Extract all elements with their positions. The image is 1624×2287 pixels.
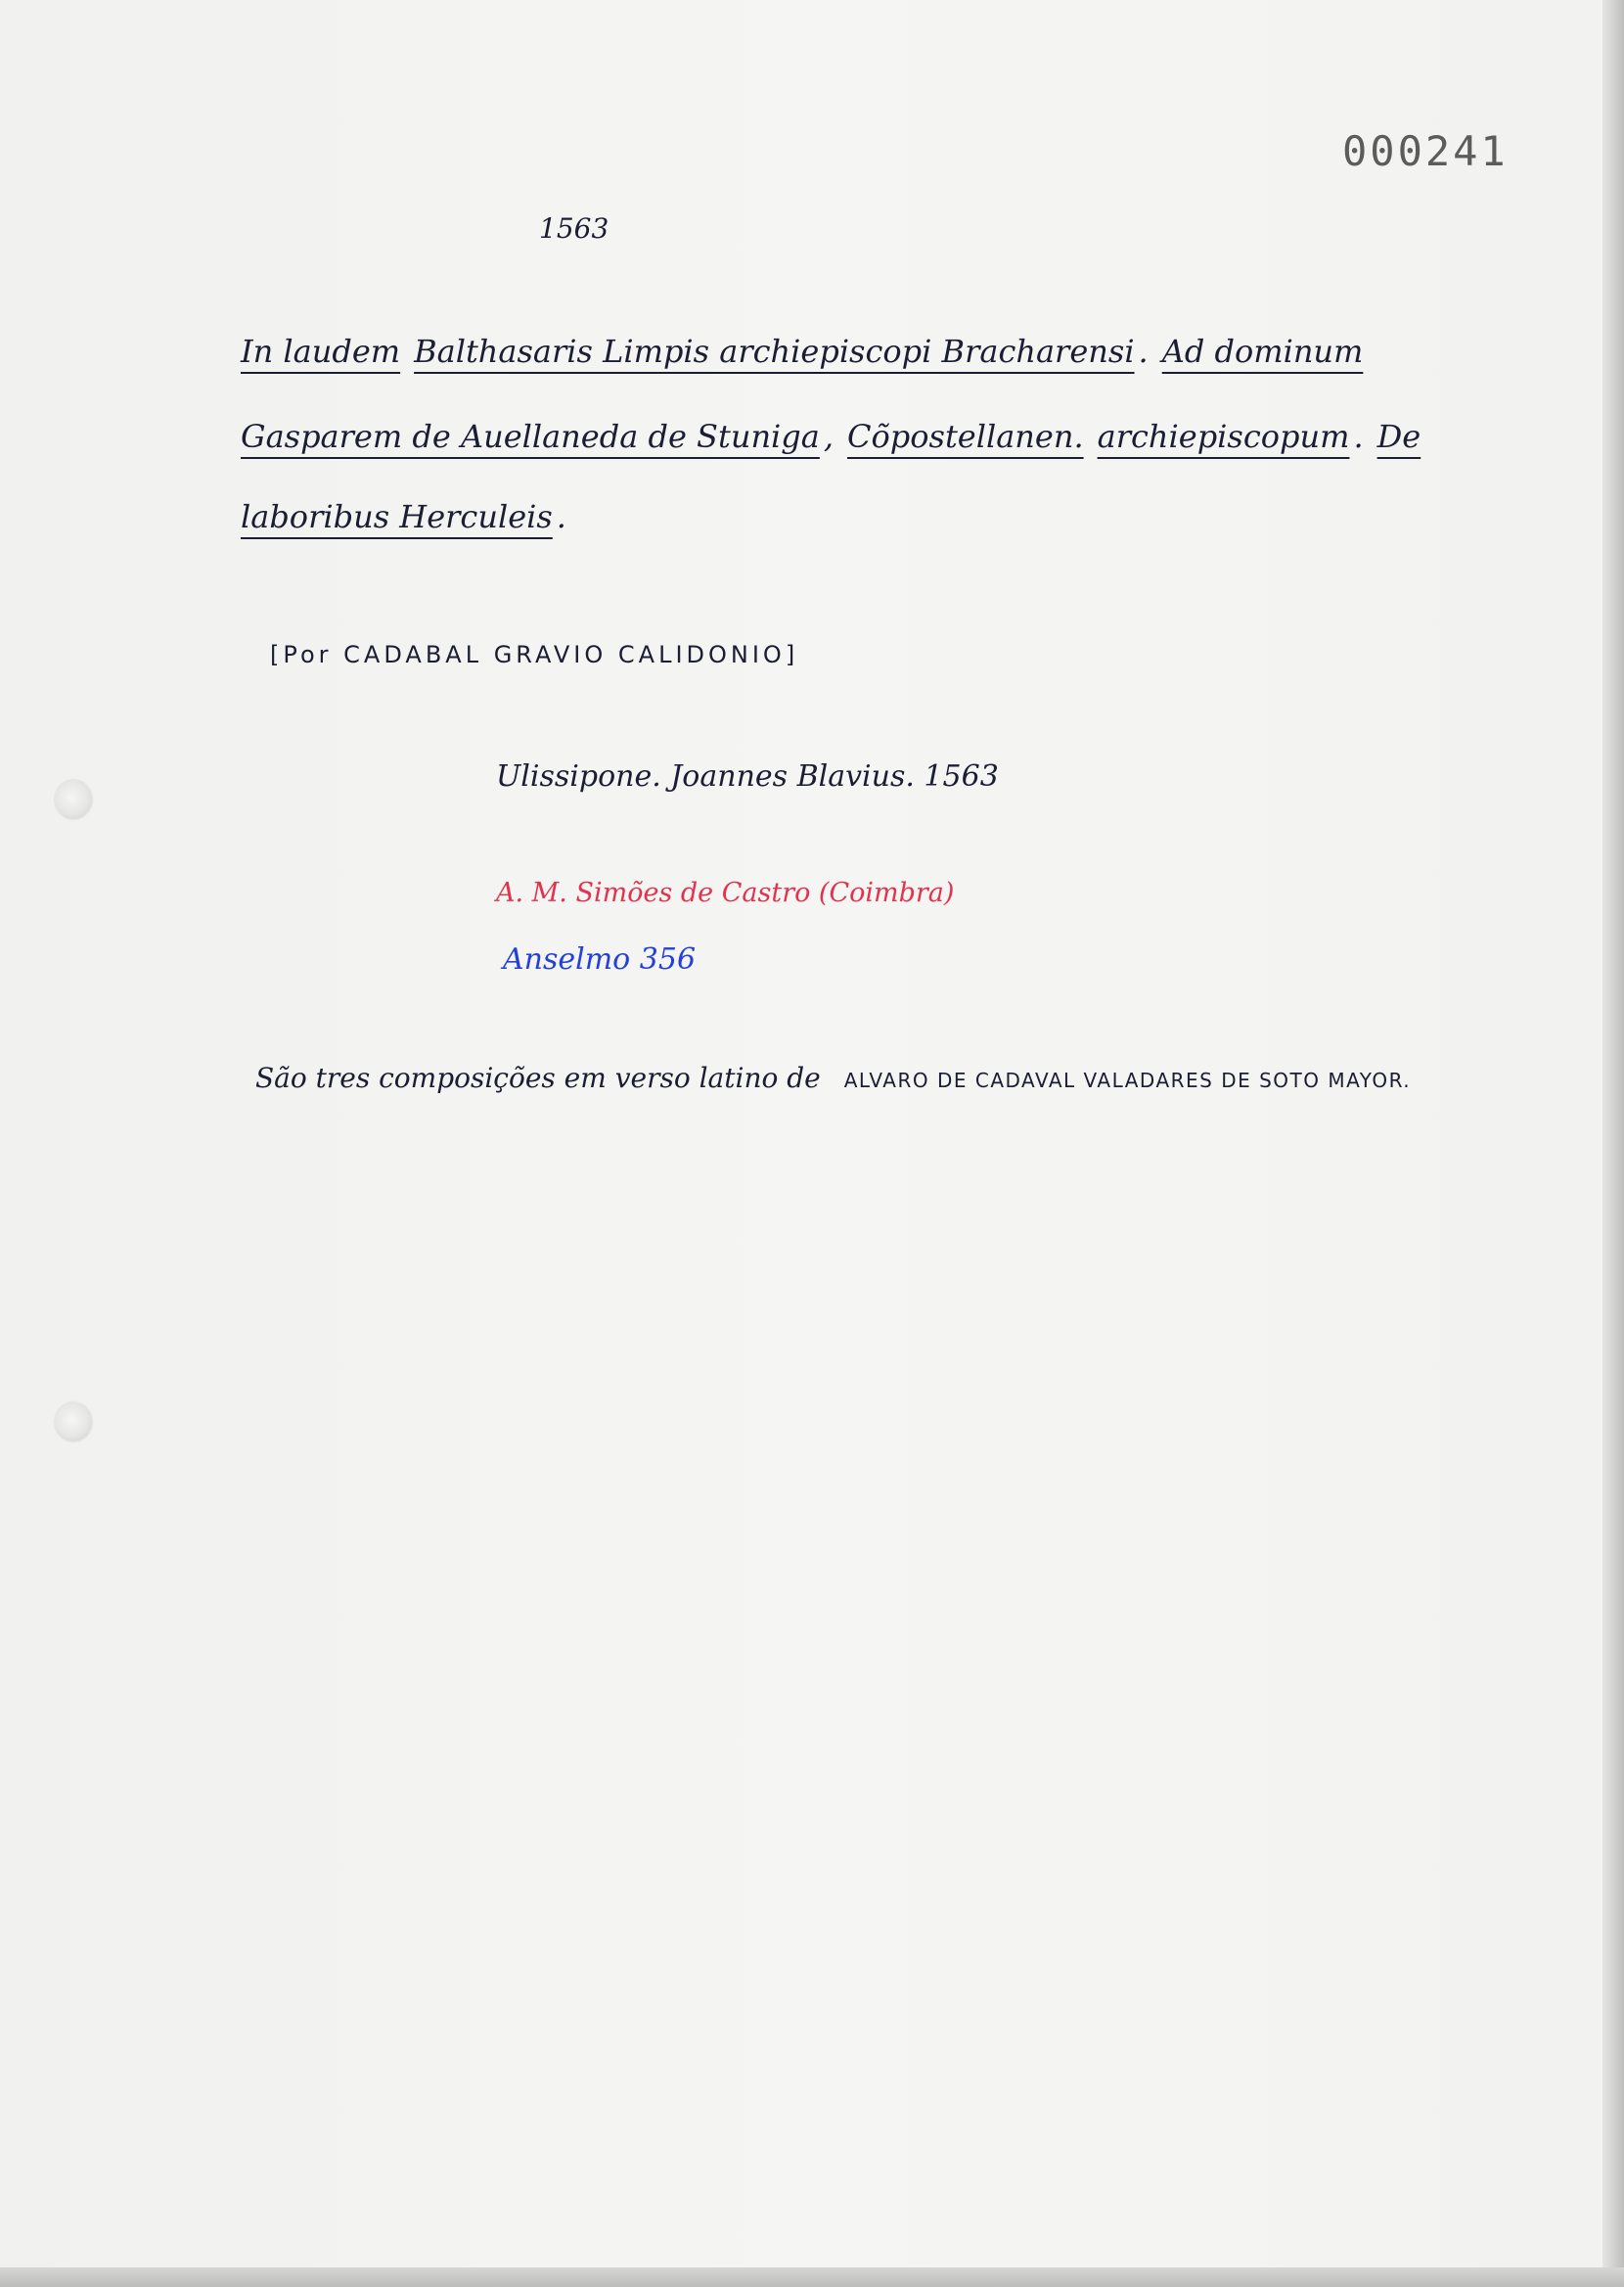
imprint-line: Ulissipone. Joannes Blavius. 1563 — [496, 759, 999, 794]
paper-edge-bottom — [0, 2267, 1624, 2287]
title-segment: In laudem — [241, 333, 401, 370]
title-punctuation: . — [556, 498, 566, 535]
title-segment: De — [1376, 418, 1421, 455]
title-line-1 — [241, 333, 1364, 370]
content-note-text: São tres composições em verso latino de — [255, 1062, 821, 1094]
catalog-number-stamp: 000241 — [1342, 127, 1509, 175]
content-note — [255, 1062, 1412, 1094]
title-segment: Balthasaris Limpis archiepiscopi Bracharensi — [414, 333, 1135, 370]
title-line-2 — [241, 418, 1421, 455]
year-heading: 1563 — [539, 212, 609, 245]
title-segment: laboribus Herculeis — [241, 498, 553, 535]
title-segment: Gasparem de Auellaneda de Stuniga — [241, 418, 820, 455]
author-attribution: [Por CADABAL GRAVIO CALIDONIO] — [270, 641, 799, 668]
title-line-3 — [241, 498, 566, 535]
provenance-note: A. M. Simões de Castro (Coimbra) — [496, 878, 955, 908]
title-segment: archiepiscopum — [1097, 418, 1350, 455]
title-segment: Ad dominum — [1161, 333, 1364, 370]
paper-edge-right — [1602, 0, 1624, 2287]
title-punctuation: , — [823, 418, 835, 455]
punch-hole — [55, 780, 92, 819]
title-segment: Cõpostellanen. — [847, 418, 1084, 455]
title-punctuation: . — [1353, 418, 1364, 455]
content-note-author: ALVARO DE CADAVAL VALADARES DE SOTO MAYOR. — [843, 1069, 1412, 1092]
punch-hole — [55, 1402, 92, 1441]
title-punctuation: . — [1138, 333, 1149, 370]
bibliographic-reference: Anselmo 356 — [503, 942, 697, 977]
